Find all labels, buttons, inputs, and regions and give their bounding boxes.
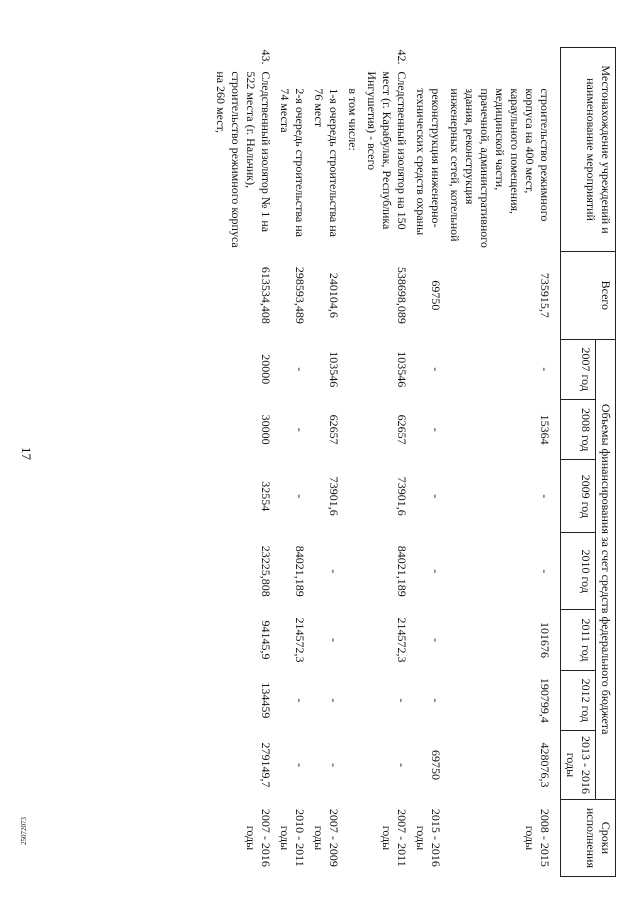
header-year: 2010 год bbox=[561, 533, 596, 610]
row-total: 538698,089 bbox=[395, 266, 409, 324]
financing-table bbox=[211, 47, 616, 877]
row-index: 42. bbox=[395, 49, 409, 65]
row-value: - bbox=[429, 637, 443, 642]
row-value: 134459 bbox=[259, 682, 273, 719]
row-value: - bbox=[395, 762, 409, 767]
table-row bbox=[343, 48, 362, 877]
header-name: Местонахождение учреждений и наименование мероприятий bbox=[561, 48, 616, 252]
row-term: 2007 - 2011 годы bbox=[380, 809, 409, 867]
row-value: - bbox=[538, 494, 552, 499]
row-term: 2007 - 2016 годы bbox=[244, 808, 273, 867]
row-index bbox=[309, 48, 343, 69]
row-total: 69750 bbox=[429, 280, 443, 311]
row-value: 84021,189 bbox=[395, 545, 409, 597]
row-term: 2008 - 2015 годы bbox=[523, 808, 552, 867]
row-index bbox=[445, 48, 561, 69]
row-value: 15364 bbox=[538, 414, 552, 445]
row-value bbox=[343, 731, 362, 800]
row-total: 735915,7 bbox=[538, 272, 552, 318]
row-name: 2-я очередь строительства на 74 места bbox=[278, 88, 307, 237]
row-term: 2015 - 2016 годы bbox=[414, 808, 443, 867]
row-name: строительство режимного корпуса на 400 мест, караульного помещения, медицинской части, прачечной, административного здания, реконструкция инженерных сетей, котельной bbox=[448, 88, 552, 248]
header-year: 2009 год bbox=[561, 460, 596, 533]
row-value: 23225,808 bbox=[259, 545, 273, 597]
header-year: 2011 год bbox=[561, 610, 596, 670]
header-year: 2008 год bbox=[561, 399, 596, 459]
row-value: 62657 bbox=[327, 414, 341, 445]
row-value: - bbox=[293, 367, 307, 372]
row-value: - bbox=[538, 367, 552, 372]
header-year: 2013 - 2016 годы bbox=[561, 731, 596, 800]
table-header bbox=[561, 48, 616, 877]
row-value: 32554 bbox=[259, 481, 273, 512]
table-row bbox=[411, 48, 445, 877]
row-value: 190799,4 bbox=[538, 677, 552, 723]
row-value bbox=[343, 460, 362, 533]
row-value bbox=[343, 399, 362, 459]
row-term: 2007 - 2009 годы bbox=[312, 808, 341, 867]
table-row bbox=[445, 48, 561, 877]
row-value: 214572,3 bbox=[293, 617, 307, 663]
row-value bbox=[343, 533, 362, 610]
row-name: реконструкция инженерно-технических средств охраны bbox=[414, 88, 443, 236]
row-index: 43. bbox=[259, 49, 273, 65]
row-value: 30000 bbox=[259, 414, 273, 445]
row-value: - bbox=[538, 569, 552, 574]
row-value: - bbox=[293, 698, 307, 703]
row-name: 1-я очередь строительства на 76 мест bbox=[312, 88, 341, 237]
row-value: - bbox=[293, 494, 307, 499]
row-value: 84021,189 bbox=[293, 545, 307, 597]
row-value: 20000 bbox=[259, 354, 273, 385]
row-value: 62657 bbox=[395, 414, 409, 445]
row-term bbox=[343, 799, 362, 876]
row-value: - bbox=[429, 698, 443, 703]
row-total: 298593,489 bbox=[293, 266, 307, 324]
row-value: 214572,3 bbox=[395, 617, 409, 663]
row-value: 103546 bbox=[395, 351, 409, 388]
row-value: 103546 bbox=[327, 351, 341, 388]
row-value bbox=[343, 610, 362, 670]
row-total: 240104,6 bbox=[327, 272, 341, 318]
row-value: - bbox=[429, 367, 443, 372]
table-row bbox=[211, 48, 275, 877]
header-total: Всего bbox=[561, 252, 616, 339]
row-name: Следственный изолятор № 1 на 522 места (г. Нальчик), строительство режимного корпуса на 260 мест, bbox=[214, 71, 273, 248]
row-value bbox=[343, 339, 362, 399]
row-index bbox=[275, 48, 309, 69]
row-value: 94145,9 bbox=[259, 620, 273, 660]
row-value: - bbox=[429, 494, 443, 499]
row-value: 69750 bbox=[429, 749, 443, 780]
table-row bbox=[309, 48, 343, 877]
row-value: 73901,6 bbox=[395, 476, 409, 516]
row-value bbox=[343, 670, 362, 730]
table-row bbox=[275, 48, 309, 877]
row-value: 279149,7 bbox=[259, 742, 273, 788]
row-name: Следственный изолятор на 150 мест (г. Карабулак, Республика Ингушетия) - всего bbox=[365, 71, 409, 230]
financing-table-sheet bbox=[56, 47, 616, 877]
row-value: - bbox=[327, 569, 341, 574]
row-value: - bbox=[293, 427, 307, 432]
row-total bbox=[343, 252, 362, 339]
header-group-title: Объемы финансирования за счет средств федерального бюджета bbox=[596, 339, 616, 799]
table-row bbox=[362, 48, 411, 877]
row-index bbox=[343, 48, 362, 69]
row-value: - bbox=[327, 637, 341, 642]
row-value: 428076,3 bbox=[538, 742, 552, 788]
row-value: - bbox=[395, 698, 409, 703]
row-value: - bbox=[293, 762, 307, 767]
row-total: 613534,408 bbox=[259, 266, 273, 324]
page-number: 17 bbox=[19, 447, 34, 460]
header-year: 2007 год bbox=[561, 339, 596, 399]
row-value: - bbox=[429, 427, 443, 432]
row-name: в том числе: bbox=[346, 88, 360, 151]
table-body bbox=[211, 48, 561, 877]
row-index bbox=[411, 48, 445, 69]
row-value: 101676 bbox=[538, 621, 552, 658]
row-term: 2010 - 2011 годы bbox=[278, 809, 307, 867]
header-year: 2012 год bbox=[561, 670, 596, 730]
document-code: 25072073 bbox=[20, 817, 28, 845]
row-value: - bbox=[327, 698, 341, 703]
row-value: - bbox=[327, 762, 341, 767]
row-value: 73901,6 bbox=[327, 476, 341, 516]
row-value: - bbox=[429, 569, 443, 574]
header-term: Сроки исполнения bbox=[561, 799, 616, 876]
